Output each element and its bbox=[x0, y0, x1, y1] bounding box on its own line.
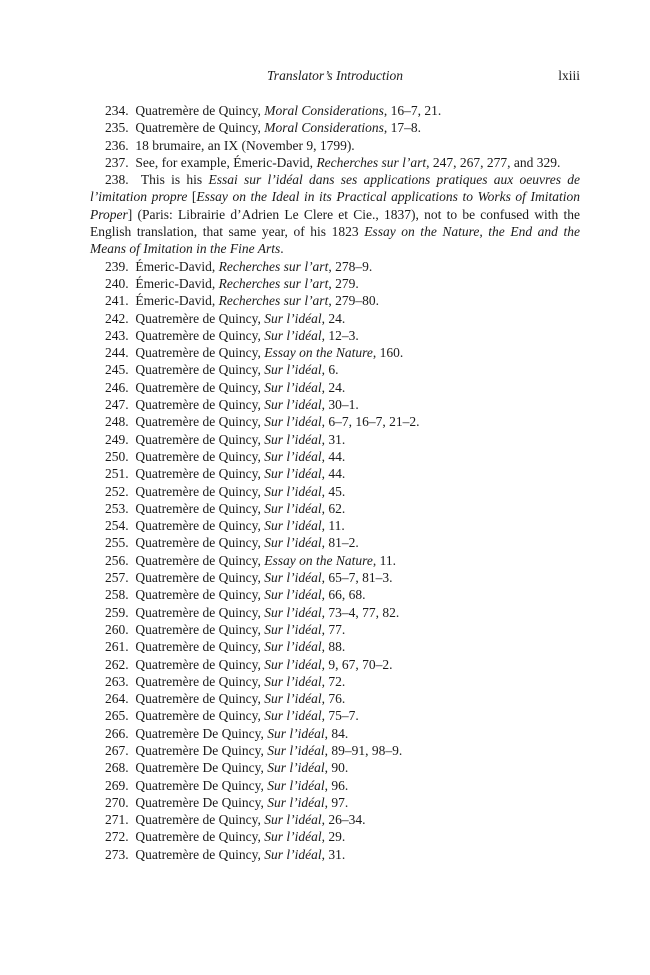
endnote-number: 242. bbox=[105, 310, 129, 326]
endnote-text: , 88. bbox=[321, 639, 346, 655]
endnote-title: Sur l’idéal bbox=[264, 691, 322, 707]
endnote-text: Quatremère de Quincy, bbox=[135, 552, 265, 568]
endnote-title: Essai sur l’idéal dans ses applications pratiques aux oeuvres de l’imitation propre bbox=[90, 172, 580, 205]
endnote-text: 18 brumaire, an IX (November 9, 1799). bbox=[135, 137, 355, 153]
endnote bbox=[90, 707, 580, 724]
endnote-title: Sur l’idéal bbox=[264, 310, 322, 326]
endnote-text: Émeric-David, bbox=[135, 275, 219, 291]
endnote-text: ] (Paris: Librairie d’Adrien Le Clere et Cie., 1837), not to be confused with the English translation, that same year, of his 1823 bbox=[90, 206, 580, 240]
endnote-number: 273. bbox=[105, 846, 129, 862]
endnote bbox=[90, 465, 580, 482]
endnote-number: 266. bbox=[105, 725, 129, 741]
endnote-number: 270. bbox=[105, 794, 129, 810]
endnote-number: 237. bbox=[105, 154, 129, 170]
endnote-text: , 6–7, 16–7, 21–2. bbox=[321, 414, 420, 430]
endnote-text: , 31. bbox=[321, 846, 346, 862]
endnote bbox=[90, 517, 580, 534]
endnote-title: Sur l’idéal bbox=[264, 708, 322, 724]
endnote-text: Quatremère de Quincy, bbox=[135, 691, 265, 707]
endnote bbox=[90, 327, 580, 344]
endnote-title: Sur l’idéal bbox=[264, 656, 322, 672]
endnote-text: , 30–1. bbox=[321, 397, 359, 413]
endnote-title: Sur l’idéal bbox=[267, 725, 325, 741]
endnote-text: Quatremère de Quincy, bbox=[135, 466, 265, 482]
page-number: lxiii bbox=[558, 68, 580, 83]
endnote-title: Moral Considerations bbox=[264, 103, 384, 118]
endnote-number: 259. bbox=[105, 604, 129, 620]
endnote-text: Émeric-David, bbox=[135, 258, 219, 274]
endnote-text: Quatremère de Quincy, bbox=[135, 362, 265, 378]
endnote-text: This is his bbox=[140, 172, 209, 188]
endnote-number: 239. bbox=[105, 258, 129, 274]
endnote-number: 258. bbox=[105, 587, 129, 603]
endnote bbox=[90, 292, 580, 309]
running-head bbox=[90, 68, 580, 86]
endnote bbox=[90, 413, 580, 430]
endnote-number: 234. bbox=[105, 103, 129, 118]
endnote bbox=[90, 137, 580, 154]
endnote-title: Sur l’idéal bbox=[264, 673, 322, 689]
endnote bbox=[90, 569, 580, 586]
endnote-text: , 9, 67, 70–2. bbox=[321, 656, 393, 672]
endnote-text: Quatremère de Quincy, bbox=[135, 431, 265, 447]
endnote bbox=[90, 361, 580, 378]
endnote-title: Sur l’idéal bbox=[264, 362, 322, 378]
endnote-text: Quatremère De Quincy, bbox=[135, 777, 268, 793]
endnote bbox=[90, 431, 580, 448]
endnote-number: 253. bbox=[105, 500, 129, 516]
endnote-text: , 29. bbox=[321, 829, 346, 845]
endnote-text: Quatremère de Quincy, bbox=[135, 570, 265, 586]
endnote bbox=[90, 552, 580, 569]
endnote-number: 254. bbox=[105, 518, 129, 534]
endnote-title: Sur l’idéal bbox=[264, 570, 322, 586]
endnote-number: 251. bbox=[105, 466, 129, 482]
endnote-text: , 97. bbox=[324, 794, 349, 810]
endnote bbox=[90, 154, 580, 171]
endnote-text: , 65–7, 81–3. bbox=[321, 570, 393, 586]
endnote-number: 244. bbox=[105, 345, 129, 361]
endnote-number: 241. bbox=[105, 293, 129, 309]
endnote bbox=[90, 742, 580, 759]
endnote-number: 252. bbox=[105, 483, 129, 499]
endnote-number: 256. bbox=[105, 552, 129, 568]
endnote-number: 246. bbox=[105, 379, 129, 395]
endnote-title: Sur l’idéal bbox=[264, 431, 322, 447]
endnote bbox=[90, 725, 580, 742]
endnote-text: , 84. bbox=[324, 725, 349, 741]
endnote-title: Sur l’idéal bbox=[267, 760, 325, 776]
endnote-text: , 279–80. bbox=[328, 293, 379, 309]
endnote-number: 238. bbox=[105, 172, 129, 188]
endnote bbox=[90, 500, 580, 517]
endnote-text: , 26–34. bbox=[321, 812, 366, 828]
endnote-text: , 6. bbox=[321, 362, 339, 378]
endnote bbox=[90, 171, 580, 257]
endnote-number: 271. bbox=[105, 812, 129, 828]
endnote-text: , 44. bbox=[321, 448, 346, 464]
endnote bbox=[90, 777, 580, 794]
endnote-text: Quatremère de Quincy, bbox=[135, 518, 265, 534]
endnote-title: Sur l’idéal bbox=[264, 379, 322, 395]
endnote-text: , 11. bbox=[372, 552, 396, 568]
endnote-number: 260. bbox=[105, 621, 129, 637]
endnote-text: Quatremère de Quincy, bbox=[135, 621, 265, 637]
endnote-number: 245. bbox=[105, 362, 129, 378]
endnote-title: Sur l’idéal bbox=[264, 500, 322, 516]
endnote-text: Quatremère De Quincy, bbox=[135, 725, 268, 741]
endnote bbox=[90, 656, 580, 673]
endnote-text: Quatremère de Quincy, bbox=[135, 812, 265, 828]
endnote-text: , 77. bbox=[321, 621, 346, 637]
endnote-text: , 45. bbox=[321, 483, 346, 499]
endnote bbox=[90, 310, 580, 327]
endnote-text: Quatremère de Quincy, bbox=[135, 310, 265, 326]
endnote bbox=[90, 794, 580, 811]
endnote bbox=[90, 586, 580, 603]
endnote-title: Sur l’idéal bbox=[264, 621, 322, 637]
endnote bbox=[90, 275, 580, 292]
endnote-text: Quatremère de Quincy, bbox=[135, 414, 265, 430]
endnote-title: Sur l’idéal bbox=[264, 829, 322, 845]
endnote bbox=[90, 344, 580, 361]
endnote-text: Quatremère De Quincy, bbox=[135, 794, 268, 810]
endnote-text: , 66, 68. bbox=[321, 587, 366, 603]
endnote-title: Sur l’idéal bbox=[264, 518, 322, 534]
endnote-text: , 12–3. bbox=[321, 327, 359, 343]
endnote-title: Recherches sur l’art bbox=[316, 154, 427, 170]
endnote-text: Quatremère de Quincy, bbox=[135, 345, 265, 361]
endnote-text: Quatremère de Quincy, bbox=[135, 846, 265, 862]
endnote-text: , 247, 267, 277, and 329. bbox=[426, 154, 561, 170]
endnote-number: 240. bbox=[105, 275, 129, 291]
endnote-text: Quatremère de Quincy, bbox=[135, 327, 265, 343]
endnote-text: Quatremère de Quincy, bbox=[135, 103, 265, 118]
endnote bbox=[90, 604, 580, 621]
endnote-text: Quatremère de Quincy, bbox=[135, 120, 265, 136]
endnote-number: 265. bbox=[105, 708, 129, 724]
endnote bbox=[90, 448, 580, 465]
endnote-number: 257. bbox=[105, 570, 129, 586]
endnote bbox=[90, 534, 580, 551]
running-title: Translator’s Introduction bbox=[267, 68, 403, 83]
endnote-title: Sur l’idéal bbox=[267, 794, 325, 810]
endnote bbox=[90, 396, 580, 413]
endnote-text: , 24. bbox=[321, 379, 346, 395]
endnote-title: Sur l’idéal bbox=[264, 448, 322, 464]
endnote-title: Sur l’idéal bbox=[267, 777, 325, 793]
endnote-text: , 278–9. bbox=[328, 258, 373, 274]
endnote-number: 243. bbox=[105, 327, 129, 343]
endnote-number: 264. bbox=[105, 691, 129, 707]
endnote-text: Quatremère de Quincy, bbox=[135, 673, 265, 689]
endnote bbox=[90, 811, 580, 828]
endnote-title: Essay on the Ideal in its Practical applications to Works of Imitation Proper bbox=[90, 189, 580, 222]
endnote-text: , 72. bbox=[321, 673, 346, 689]
endnote-text: , 17–8. bbox=[383, 120, 421, 136]
endnote bbox=[90, 102, 580, 119]
endnote-text: Quatremère de Quincy, bbox=[135, 604, 265, 620]
endnote bbox=[90, 690, 580, 707]
endnote-text: , 11. bbox=[321, 518, 345, 534]
endnote-text: , 96. bbox=[324, 777, 349, 793]
endnote-title: Sur l’idéal bbox=[264, 535, 322, 551]
endnote-text: , 16–7, 21. bbox=[383, 103, 442, 118]
endnote-title: Sur l’idéal bbox=[264, 327, 322, 343]
endnote bbox=[90, 638, 580, 655]
endnote bbox=[90, 828, 580, 845]
endnote bbox=[90, 621, 580, 638]
endnote-text: Quatremère de Quincy, bbox=[135, 500, 265, 516]
endnote-text: , 89–91, 98–9. bbox=[324, 742, 403, 758]
endnote-text: Quatremère de Quincy, bbox=[135, 708, 265, 724]
endnote-text: , 160. bbox=[372, 345, 404, 361]
endnote-text: , 24. bbox=[321, 310, 346, 326]
endnote-text: , 44. bbox=[321, 466, 346, 482]
endnote-number: 267. bbox=[105, 742, 129, 758]
endnote-text: Quatremère de Quincy, bbox=[135, 379, 265, 395]
endnote-title: Sur l’idéal bbox=[264, 587, 322, 603]
endnote-text: Quatremère de Quincy, bbox=[135, 483, 265, 499]
endnote-number: 269. bbox=[105, 777, 129, 793]
endnote-number: 255. bbox=[105, 535, 129, 551]
endnote bbox=[90, 379, 580, 396]
endnote-number: 262. bbox=[105, 656, 129, 672]
endnote-text: [ bbox=[187, 189, 197, 205]
endnote-text: Quatremère de Quincy, bbox=[135, 535, 265, 551]
endnote-text: , 76. bbox=[321, 691, 346, 707]
endnote bbox=[90, 673, 580, 690]
endnote-title: Sur l’idéal bbox=[267, 742, 325, 758]
endnote-title: Recherches sur l’art bbox=[218, 275, 329, 291]
endnote-text: Quatremère de Quincy, bbox=[135, 656, 265, 672]
endnote-number: 263. bbox=[105, 673, 129, 689]
endnote-text: Quatremère de Quincy, bbox=[135, 587, 265, 603]
endnotes-list bbox=[90, 102, 580, 863]
endnote-number: 248. bbox=[105, 414, 129, 430]
endnote-text: , 31. bbox=[321, 431, 346, 447]
endnote-number: 261. bbox=[105, 639, 129, 655]
endnote-title: Sur l’idéal bbox=[264, 639, 322, 655]
endnote-number: 249. bbox=[105, 431, 129, 447]
endnote-title: Sur l’idéal bbox=[264, 466, 322, 482]
endnote-text: , 75–7. bbox=[321, 708, 359, 724]
endnote-title: Moral Considerations bbox=[264, 120, 384, 136]
endnote-title: Recherches sur l’art bbox=[218, 293, 329, 309]
endnote-text: Émeric-David, bbox=[135, 293, 219, 309]
endnote-text: , 279. bbox=[328, 275, 359, 291]
endnote bbox=[90, 759, 580, 776]
endnote-text: , 62. bbox=[321, 500, 346, 516]
endnote-number: 268. bbox=[105, 760, 129, 776]
endnote-title: Sur l’idéal bbox=[264, 812, 322, 828]
endnote-title: Sur l’idéal bbox=[264, 397, 322, 413]
endnote-text: Quatremère de Quincy, bbox=[135, 639, 265, 655]
endnote-text: , 81–2. bbox=[321, 535, 359, 551]
endnote bbox=[90, 119, 580, 136]
endnote-title: Essay on the Nature, the End and the Means of Imitation in the Fine Arts bbox=[90, 224, 580, 257]
endnote-title: Sur l’idéal bbox=[264, 414, 322, 430]
endnote-text: Quatremère De Quincy, bbox=[135, 742, 268, 758]
endnote-number: 272. bbox=[105, 829, 129, 845]
endnote-title: Sur l’idéal bbox=[264, 483, 322, 499]
endnote-number: 235. bbox=[105, 120, 129, 136]
endnote bbox=[90, 483, 580, 500]
endnote bbox=[90, 258, 580, 275]
endnote-number: 236. bbox=[105, 137, 129, 153]
endnote-text: . bbox=[280, 241, 284, 257]
endnote-title: Essay on the Nature bbox=[264, 345, 373, 361]
endnote bbox=[90, 846, 580, 863]
endnote-title: Sur l’idéal bbox=[264, 604, 322, 620]
endnote-title: Recherches sur l’art bbox=[218, 258, 329, 274]
endnote-text: , 73–4, 77, 82. bbox=[321, 604, 400, 620]
endnote-title: Sur l’idéal bbox=[264, 846, 322, 862]
endnote-text: See, for example, Émeric-David, bbox=[135, 154, 317, 170]
endnote-title: Essay on the Nature bbox=[264, 552, 373, 568]
endnote-text: Quatremère de Quincy, bbox=[135, 397, 265, 413]
endnote-text: Quatremère De Quincy, bbox=[135, 760, 268, 776]
endnote-text: Quatremère de Quincy, bbox=[135, 448, 265, 464]
endnote-text: Quatremère de Quincy, bbox=[135, 829, 265, 845]
endnote-number: 247. bbox=[105, 397, 129, 413]
endnote-text: , 90. bbox=[324, 760, 349, 776]
endnote-number: 250. bbox=[105, 448, 129, 464]
